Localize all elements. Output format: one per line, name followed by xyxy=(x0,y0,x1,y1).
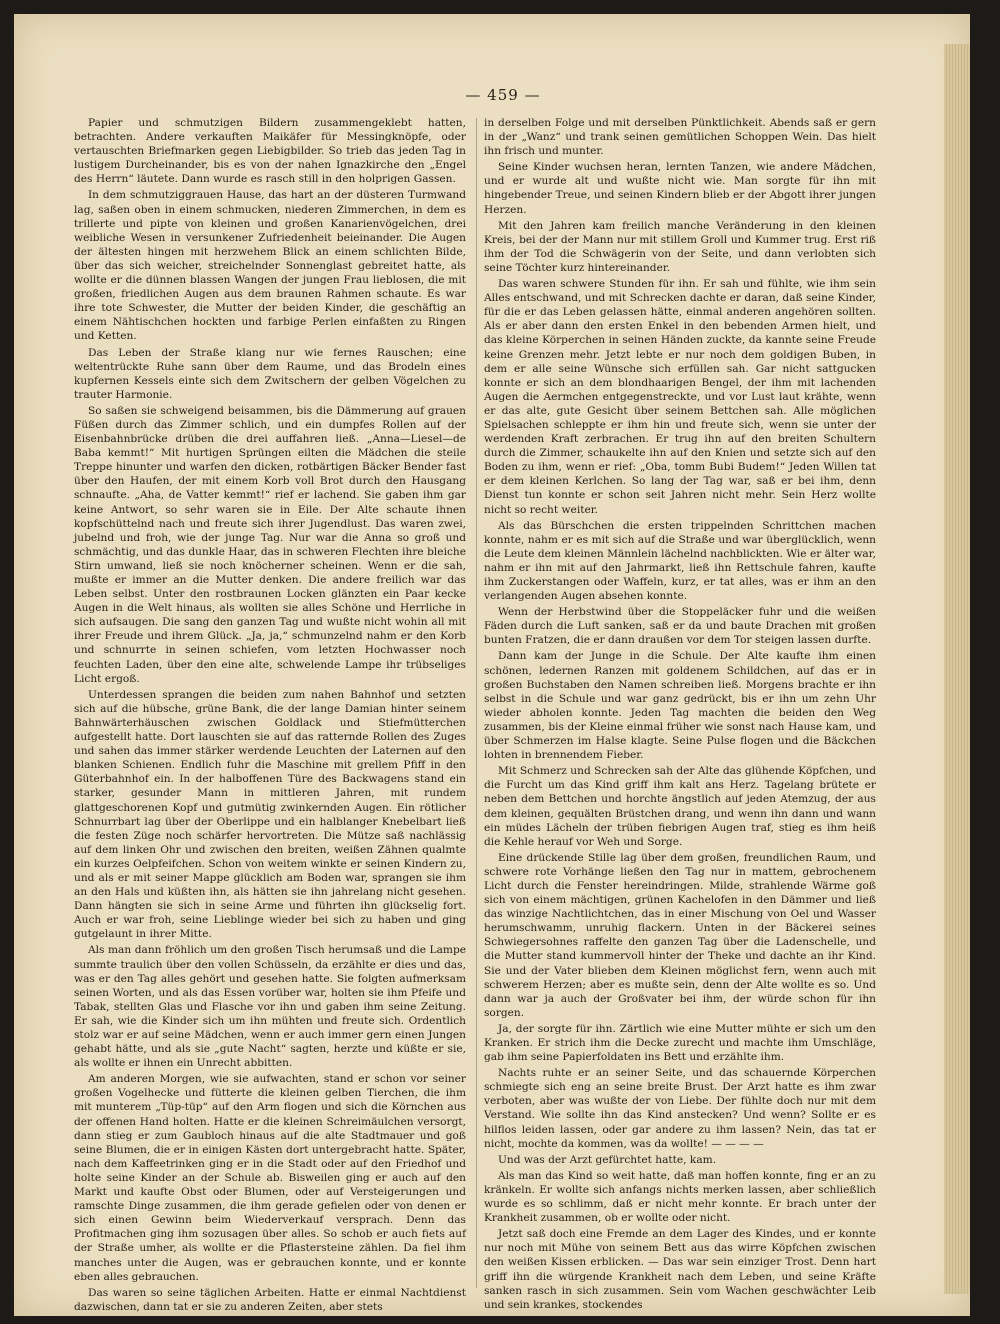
column-divider xyxy=(476,118,477,1288)
paragraph: Seine Kinder wuchsen heran, lernten Tanzen, wie andere Mädchen, und er wurde alt und wußte nicht wie. Man sorgte für ihn mit hingebender Treue, und seinen Kindern blieb er der Abgott ihrer jungen Herzen. xyxy=(484,161,876,216)
paragraph: In dem schmutziggrauen Hause, das hart an der düsteren Turmwand lag, saßen oben in einem schmucken, niederen Zimmerchen, in dem es trillerte und pipte von kleinen und großen Kanarienvögelchen, drei weibliche Wesen in versunkener Zufriedenheit beieinander. Die Augen der ältesten hingen mit herzwehem Blick an einem schlichten Bilde, über das sich weicher, streichelnder Sonnenglast gebreitet hatte, als wollte er die dünnen blassen Wangen der jungen Frau lieblosen, die mit großen, friedlichen Augen aus dem braunen Rahmen schaute. Es war ihre tote Schwester, die Mutter der beiden Kinder, die geschäftig an einem Nähtischchen hockten und farbige Perlen einfaßten zu Ringen und Ketten. xyxy=(74,189,466,343)
paragraph: So saßen sie schweigend beisammen, bis die Dämmerung auf grauen Füßen durch das Zimmer schlich, und ein dumpfes Rollen auf der Eisenbahnbrücke drüben die drei auffahren ließ. „Anna—Liesel—de Baba kemmt!“ Mit hurtigen Sprüngen eilten die Mädchen die steile Treppe hinunter und warfen den dicken, rotbärtigen Bäcker Bender fast über den Haufen, der mit einem Korb voll Brot durch den Hausgang schnaufte. „Aha, de Vatter kemmt!“ rief er lachend. Sie gaben ihm gar keine Antwort, so sehr waren sie in Eile. Der Alte schaute ihnen kopfschüttelnd nach und freute sich ihrer Jugendlust. Das waren zwei, jubelnd und froh, wie der junge Tag. Nur war die Anna so groß und schmächtig, und das dunkle Haar, das in schweren Flechten ihre bleiche Stirn umwand, ließ sie noch knöcherner scheinen. Wenn er die sah, mußte er immer an die Mutter denken. Die andere freilich war das Leben selbst. Unter den rostbraunen Locken glänzten ein Paar kecke Augen in die Welt hinaus, als wollten sie alles Schöne und Herrliche in sich aufsaugen. Die sang den ganzen Tag und wußte nicht wohin all mit ihrer Freude und ihrem Glück. „Ja, ja,“ schmunzelnd nahm er den Korb und schnurrte in seinen schiefen, vom letzten Hochwasser noch feuchten Laden, über den eine alte, schwelende Lampe ihr trübseliges Licht ergoß. xyxy=(74,404,466,685)
book-page xyxy=(14,14,970,1316)
paragraph: Nachts ruhte er an seiner Seite, und das schauernde Körperchen schmiegte sich eng an seine breite Brust. Der Arzt hatte es ihm zwar verboten, aber was wußte der von Liebe. Der fühlte doch nur mit dem Verstand. Wie sollte ihn das Kind anstecken? Und wenn? Sollte er es hilflos leiden lassen, oder gar andere zu ihm lassen? Nein, das tat er nicht, mochte da kommen, was da wollte! — — — — xyxy=(484,1067,876,1150)
paragraph: Dann kam der Junge in die Schule. Der Alte kaufte ihm einen schönen, ledernen Ranzen mit goldenem Schildchen, auf das er in großen Buchstaben den Namen schreiben ließ. Morgens brachte er ihn selbst in die Schule und war ganz gedrückt, bis er ihn um zehn Uhr wieder abholen konnte. Jeden Tag machten die beiden den Weg zusammen, bis der Kleine einmal früher wie sonst nach Hause kam, und über Schmerzen im Halse klagte. Seine Pulse flogen und die Bäckchen lohten in brennendem Fieber. xyxy=(484,650,876,762)
paragraph: Das Leben der Straße klang nur wie fernes Rauschen; eine weltentrückte Ruhe sann über dem Raume, und das Brodeln eines kupfernen Kessels einte sich dem Zwitschern der gelben Vögelchen zu trauter Harmonie. xyxy=(74,346,466,401)
paragraph: Wenn der Herbstwind über die Stoppeläcker fuhr und die weißen Fäden durch die Luft sanken, saß er da und baute Drachen mit großen bunten Fratzen, die er dann draußen vor dem Tor steigen lassen durfte. xyxy=(484,606,876,647)
right-column xyxy=(484,116,876,1311)
paragraph: Am anderen Morgen, wie sie aufwachten, stand er schon vor seiner großen Vogelhecke und fütterte die kleinen gelben Tierchen, die ihm mit munterem „Tüp-tüp“ auf den Arm flogen und sich die Körnchen aus der offenen Hand holten. Hatte er die kleinen Schreimäulchen versorgt, dann stieg er zum Gaubloch hinaus auf die alte Stadtmauer und goß seine Blumen, die er in einigen Kästen dort untergebracht hatte. Später, nach dem Kaffeetrinken ging er in die Stadt oder auf den Friedhof und holte seine Kinder an der Schule ab. Bisweilen ging er auch auf den Markt und kaufte Obst oder Blumen, oder auf Versteigerungen und ramschte Dinge zusammen, die ihm gerade gefielen oder von denen er sich einen Gewinn beim Wiederverkauf versprach. Denn das Profitmachen ging ihm sozusagen über alles. So schob er auch fiets auf der Straße umher, als wollte er die Pflastersteine zählen. Da fiel ihm manches unter die Augen, was er gebrauchen konnte, und er konnte eben alles gebrauchen. xyxy=(74,1073,466,1283)
paragraph: Mit den Jahren kam freilich manche Veränderung in den kleinen Kreis, bei der der Mann nur mit stillem Groll und Kummer trug. Erst riß ihm der Tod die Schwägerin von der Seite, und dann verlobten sich seine Töchter kurz hintereinander. xyxy=(484,219,876,274)
paragraph: Das waren so seine täglichen Arbeiten. Hatte er einmal Nachtdienst dazwischen, dann tat er sie zu anderen Zeiten, aber stets xyxy=(74,1286,466,1313)
paragraph: Als man dann fröhlich um den großen Tisch herumsaß und die Lampe summte traulich über den vollen Schüsseln, da erzählte er dies und das, was er den Tag alles gehört und gesehen hatte. Sie folgten aufmerksam seinen Worten, und als das Essen vorüber war, holten sie ihm Pfeife und Tabak, stellten Glas und Flasche vor ihn und gaben ihm seine Zeitung. Er sah, wie die Kinder sich um ihn mühten und freute sich. Ordentlich stolz war er auf seine Mädchen, wenn er auch immer gern einen Jungen gehabt hätte, und als sie „gute Nacht“ sagten, herzte und küßte er sie, als wollte er ihnen ein Unrecht abbitten. xyxy=(74,944,466,1070)
left-column xyxy=(74,116,466,1313)
paragraph: Papier und schmutzigen Bildern zusammengeklebt hatten, betrachten. Andere verkauften Maikäfer für Messingknöpfe, oder vertauschten Briefmarken gegen Liebigbilder. So trieb das jeden Tag in lustigem Durcheinander, bis es von der nahen Ignazkirche den „Engel des Herrn“ läutete. Dann wurde es rasch still in den holprigen Gassen. xyxy=(74,117,466,186)
paragraph: Mit Schmerz und Schrecken sah der Alte das glühende Köpfchen, und die Furcht um das Kind griff ihm kalt ans Herz. Tagelang brütete er neben dem Bettchen und horchte ängstlich auf jeden Atemzug, der aus dem kleinen, gequälten Brüstchen drang, und wenn ihn dann und wann ein müdes Lächeln der trüben fiebrigen Augen traf, stieg es ihm heiß die Kehle herauf vor Weh und Sorge. xyxy=(484,765,876,848)
paragraph: Und was der Arzt gefürchtet hatte, kam. xyxy=(498,1153,717,1166)
paragraph: Als man das Kind so weit hatte, daß man hoffen konnte, fing er an zu kränkeln. Er wollte sich anfangs nichts merken lassen, aber schließlich wurde es so schlimm, daß er nicht mehr konnte. Er brach unter der Krankheit zusammen, ob er wollte oder nicht. xyxy=(484,1169,876,1225)
page-number: — 459 — xyxy=(465,86,541,104)
paragraph: in derselben Folge und mit derselben Pünktlichkeit. Abends saß er gern in der „Wanz“ und trank seinen gemütlichen Schoppen Wein. Das hielt ihn frisch und munter. xyxy=(484,117,876,158)
paragraph: Unterdessen sprangen die beiden zum nahen Bahnhof und setzten sich auf die hübsche, grüne Bank, die der lange Damian hinter seinem Bahnwärterhäuschen zwischen Goldlack und Stiefmütterchen aufgestellt hatte. Dort lauschten sie auf das ratternde Rollen des Zuges und sahen das immer stärker werdende Leuchten der Laternen auf den blanken Schienen. Endlich fuhr die Maschine mit grellem Pfiff in den Güterbahnhof ein. In der halboffenen Türe des Backwagens stand ein starker, gesunder Mann in mittleren Jahren, mit rundem glattgeschorenen Kopf und gutmütig zwinkernden Augen. Ein rötlicher Schnurrbart lag über der Oberlippe und ein halblanger Knebelbart ließ die festen Züge noch schärfer hervortreten. Die Mütze saß nachlässig auf dem linken Ohr und zwischen den breiten, weißen Zähnen qualmte ein kurzes Oelpfeifchen. Schon von weitem winkte er seinen Kindern zu, und als er mit seiner Mappe glücklich am Boden war, sprangen sie ihm an den Hals und küßten ihn, als hätten sie ihn jahrelang nicht gesehen. Dann hängten sie sich in seine Arme und führten ihn glückselig fort. Auch er war froh, seine Lieblinge wieder bei sich zu haben und ging gutgelaunt in ihrer Mitte. xyxy=(74,688,466,941)
paragraph: Eine drückende Stille lag über dem großen, freundlichen Raum, und schwere rote Vorhänge ließen den Tag nur in mattem, gebrochenem Licht durch die Fenster hereindringen. Milde, strahlende Wärme goß sich von einem mächtigen, grünen Kachelofen in den Dämmer und ließ das winzige Nachtlichtchen, das in einer Mischung von Oel und Wasser herumschwamm, unruhig flackern. Unten in der Bäckerei seines Schwiegersohnes raffelte den ganzen Tag über die Ladenschelle, und die Mutter stand kummervoll hinter der Theke und dachte an ihr Kind. Sie und der Vater blieben dem Kleinen möglichst fern, wenn auch mit schwerem Herzen; aber es mußte sein, denn der Alte wollte es so. Und dann war ja auch der Großvater bei ihm, der würde schon für ihn sorgen. xyxy=(484,851,876,1019)
paragraph: Das waren schwere Stunden für ihn. Er sah und fühlte, wie ihm sein Alles entschwand, und mit Schrecken dachte er daran, daß seine Kinder, für die er das Leben gelassen hätte, einmal anderen angehören sollten. Als er aber dann den ersten Enkel in den bebenden Armen hielt, und das kleine Körperchen in seinen Händen zuckte, da kannte seine Freude keine Grenzen mehr. Jetzt lebte er nur noch dem goldigen Buben, in dem er alle seine Wünsche sich erfüllen sah. Gar nicht sattgucken konnte er sich an dem blondhaarigen Bengel, der ihm mit lachenden Augen die Aermchen entgegenstreckte, und vor Lust laut krähte, wenn er das alte, gute Gesicht über seinem Bettchen sah. Alle möglichen Spielsachen schleppte er ihm hin und freute sich, wenn sie unter der werdenden Kraft zerbrachen. Er trug ihn auf den breiten Schultern durch die Zimmer, schaukelte ihn auf den Knien und setzte sich auf den Boden zu ihm, wenn er rief: „Oba, tomm Bubi Budem!“ Jeden Willen tat er dem kleinen Kerlchen. So lang der Tag war, saß er bei ihm, denn Dienst tun konnte er schon seit Jahren nicht mehr. Sein Herz wollte nicht so recht weiter. xyxy=(484,278,876,516)
paragraph: Jetzt saß doch eine Fremde an dem Lager des Kindes, und er konnte nur noch mit Mühe von seinem Bett aus das wirre Köpfchen zwischen den weißen Kissen erblicken. — Das war sein einziger Trost. Denn hart griff ihn die würgende Krankheit nach dem Leben, und seine Kräfte sanken rasch in sich zusammen. Sein vom Wachen geschwächter Leib und sein krankes, stockendes xyxy=(484,1228,876,1311)
page-edge xyxy=(944,44,970,1294)
paragraph: Als das Bürschchen die ersten trippelnden Schrittchen machen konnte, nahm er es mit sich auf die Straße und war überglücklich, wenn die Leute dem kleinen Männlein lächelnd nachblickten. Wie er älter war, nahm er ihn mit auf den Jahrmarkt, ließ ihn Rettschule fahren, kaufte ihm Zuckerstangen oder Waffeln, kurz, er tat alles, was er ihm an den verlangenden Augen absehen konnte. xyxy=(484,519,876,603)
paragraph: Ja, der sorgte für ihn. Zärtlich wie eine Mutter mühte er sich um den Kranken. Er strich ihm die Decke zurecht und machte ihm Umschläge, gab ihm seine Papierfoldaten ins Bett und erzählte ihm. xyxy=(484,1022,876,1064)
